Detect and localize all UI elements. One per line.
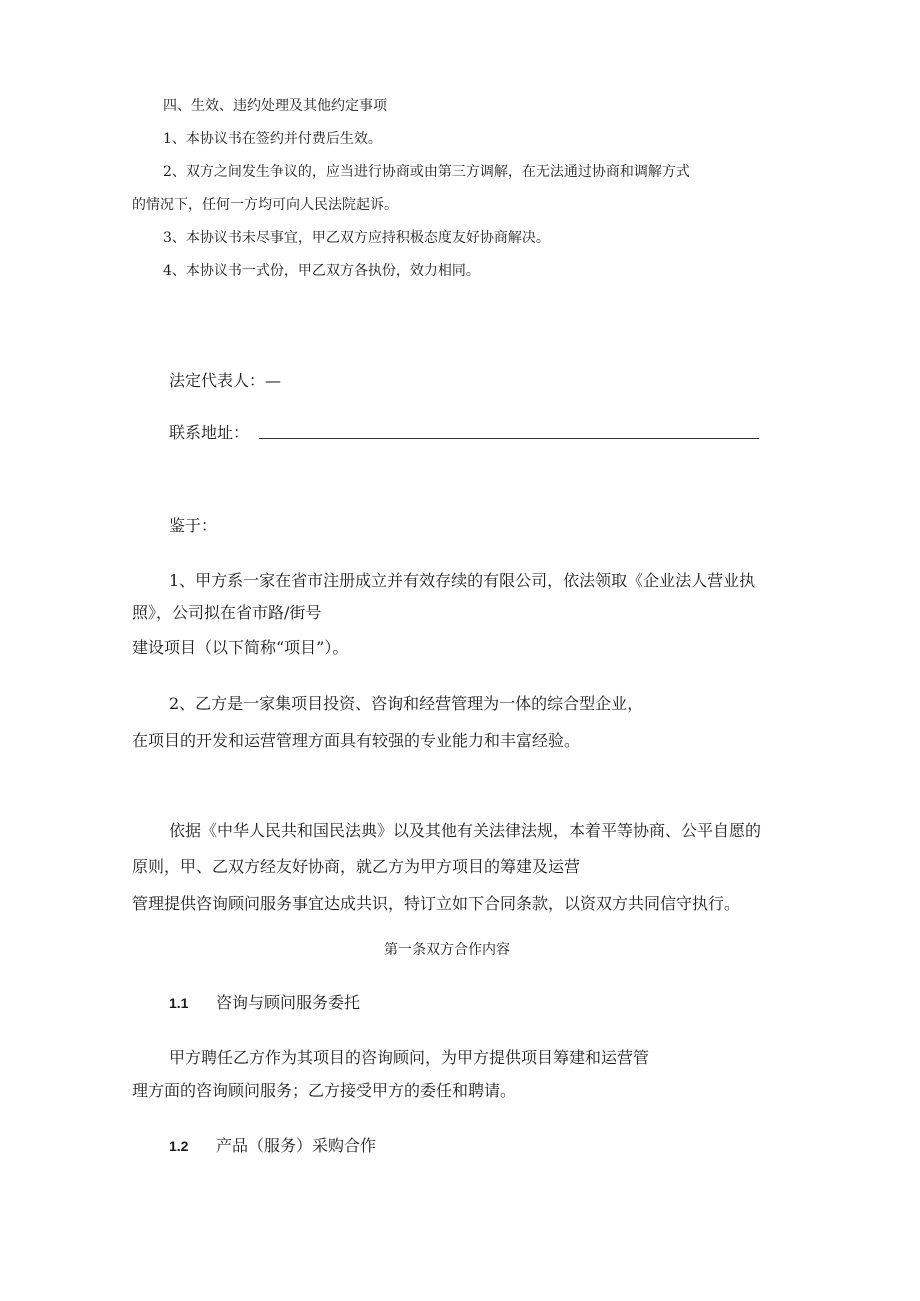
clause-number: 1.2: [169, 1138, 189, 1154]
basis-paragraph: 依据《中华人民共和国民法典》以及其他有关法律法规，本着平等协商、公平自愿的: [169, 821, 762, 840]
address-blank-line: [259, 438, 759, 439]
clause-title: 产品（服务）采购合作: [216, 1136, 377, 1155]
clause-body: 甲方聘任乙方作为其项目的咨询顾问，为甲方提供项目筹建和运营管: [169, 1048, 650, 1067]
contact-address-label: 联系地址：: [169, 423, 250, 442]
clause-item: 3、本协议书未尽事宜，甲乙双方应持积极态度友好协商解决。: [163, 230, 550, 246]
article-title: 第一条双方合作内容: [384, 942, 510, 958]
recital-paragraph: 1、甲方系一家在省市注册成立并有效存续的有限公司，依法领取《企业法人营业执: [169, 571, 756, 590]
clause-item-continued: 的情况下，任何一方均可向人民法院起诉。: [132, 197, 398, 213]
clause-item: 4、本协议书一式份，甲乙双方各执份，效力相同。: [163, 263, 480, 279]
section-heading: 四、生效、违约处理及其他约定事项: [163, 98, 387, 114]
recitals-heading: 鉴于：: [169, 516, 218, 535]
clause-item: 2、双方之间发生争议的，应当进行协商或由第三方调解，在无法通过协商和调解方式: [163, 164, 690, 180]
clause-item: 1、本协议书在签约并付费后生效。: [163, 131, 382, 147]
recital-paragraph-continued: 在项目的开发和运营管理方面具有较强的专业能力和丰富经验。: [132, 731, 581, 750]
recital-paragraph-continued: 建设项目（以下简称“项目”）。: [132, 638, 349, 657]
legal-representative-label: 法定代表人：—: [169, 371, 282, 390]
recital-paragraph-continued: 照》，公司拟在省市路/街号: [132, 603, 322, 622]
basis-paragraph-continued: 原则，甲、乙双方经友好协商，就乙方为甲方项目的筹建及运营: [132, 857, 581, 876]
recital-paragraph: 2、乙方是一家集项目投资、咨询和经营管理为一体的综合型企业，: [169, 694, 644, 713]
clause-number: 1.1: [169, 995, 189, 1011]
clause-title: 咨询与顾问服务委托: [216, 993, 361, 1012]
basis-paragraph-continued: 管理提供咨询顾问服务事宜达成共识，特订立如下合同条款，以资双方共同信守执行。: [132, 894, 741, 913]
clause-body-continued: 理方面的咨询顾问服务；乙方接受甲方的委任和聘请。: [132, 1081, 517, 1100]
